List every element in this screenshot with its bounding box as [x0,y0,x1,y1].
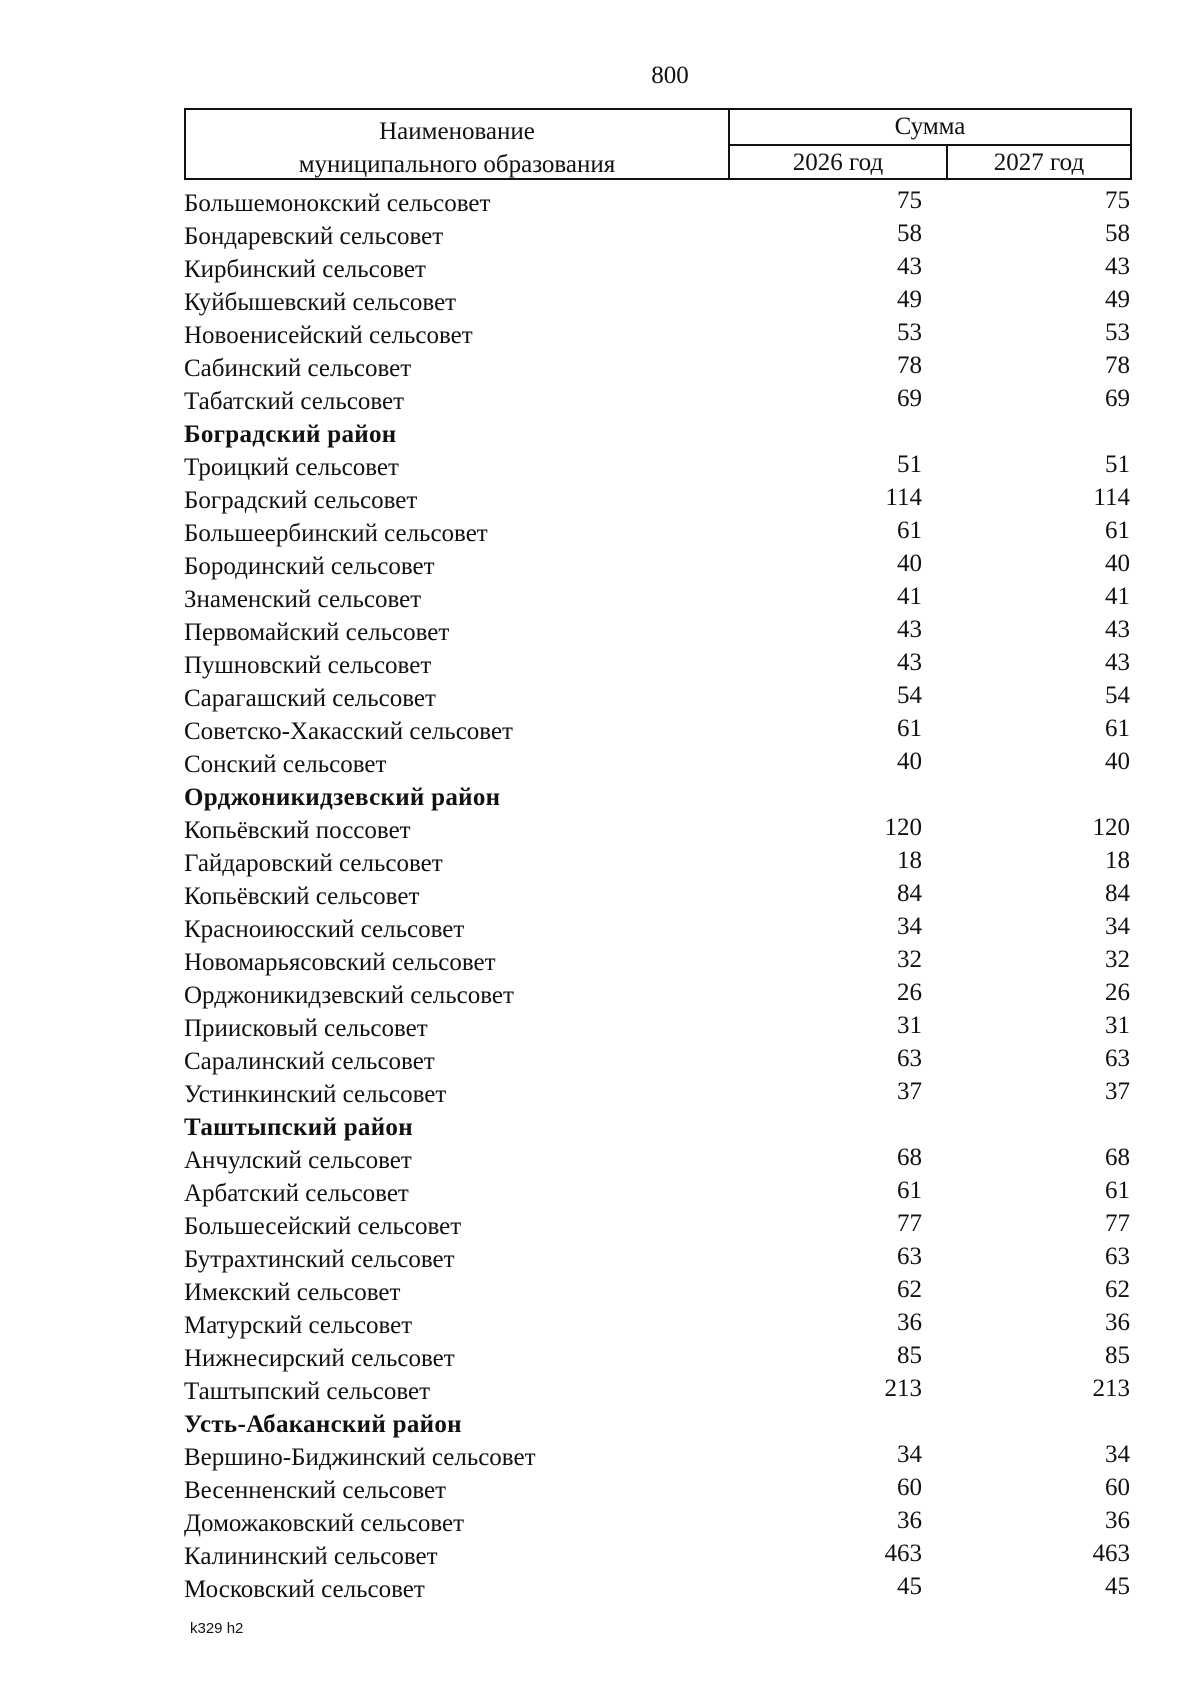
amount-2026: 62 [897,1276,922,1303]
table-row [184,1474,1132,1507]
table-row [184,1243,1132,1276]
amount-2026: 68 [897,1144,922,1171]
page-number: 800 [651,62,689,89]
amount-2027: 32 [1105,946,1130,973]
header-name-line1: Наименование [379,118,535,145]
table-row [184,1144,1132,1177]
amount-2027: 41 [1105,583,1130,610]
table-row [184,1045,1132,1078]
table-row [184,1309,1132,1342]
amount-2026: 60 [897,1474,922,1501]
municipality-name: Советско-Хакасский сельсовет [184,718,513,745]
amount-2026: 40 [897,550,922,577]
amount-2027: 61 [1105,517,1130,544]
table-row [184,946,1132,979]
amount-2027: 43 [1105,253,1130,280]
municipality-name: Сабинский сельсовет [184,355,412,382]
amount-2026: 114 [885,484,922,511]
municipality-name: Имекский сельсовет [184,1279,401,1306]
amount-2027: 40 [1105,550,1130,577]
amount-2026: 53 [897,319,922,346]
table-row [184,352,1132,385]
amount-2026: 78 [897,352,922,379]
amount-2026: 75 [897,187,922,214]
amount-2026: 32 [897,946,922,973]
municipality-name: Пушновский сельсовет [184,652,432,679]
header-sum: Сумма [730,110,1130,146]
municipality-name: Московский сельсовет [184,1576,425,1603]
municipality-name: Троицкий сельсовет [184,454,399,481]
amount-2027: 60 [1105,1474,1130,1501]
table-row [184,682,1132,715]
amount-2026: 49 [897,286,922,313]
table-row [184,1573,1132,1606]
amount-2026: 463 [884,1540,922,1567]
municipality-name: Весенненский сельсовет [184,1477,447,1504]
amount-2027: 69 [1105,385,1130,412]
amount-2026: 63 [897,1243,922,1270]
table-row [184,253,1132,286]
table-row [184,847,1132,880]
amount-2027: 58 [1105,220,1130,247]
table-row [184,1540,1132,1573]
municipality-name: Копьёвский поссовет [184,817,411,844]
table-row [184,979,1132,1012]
table-row [184,220,1132,253]
municipality-name: Вершино-Биджинский сельсовет [184,1444,536,1471]
table-row [184,451,1132,484]
amount-2027: 31 [1105,1012,1130,1039]
amount-2026: 31 [897,1012,922,1039]
amount-2026: 43 [897,649,922,676]
amount-2026: 34 [897,1441,922,1468]
amount-2027: 26 [1105,979,1130,1006]
footer-code: k329 h2 [190,1620,244,1637]
amount-2027: 463 [1092,1540,1130,1567]
amount-2026: 26 [897,979,922,1006]
amount-2026: 61 [897,1177,922,1204]
amount-2026: 34 [897,913,922,940]
municipality-name: Первомайский сельсовет [184,619,450,646]
table-row [184,1441,1132,1474]
header-year-2026: 2026 год [730,146,948,178]
table-row [184,1375,1132,1408]
header-name-line2: муниципального образования [298,151,616,178]
amount-2027: 213 [1092,1375,1130,1402]
amount-2026: 63 [897,1045,922,1072]
municipality-name: Большесейский сельсовет [184,1213,462,1240]
table-row [184,187,1132,220]
municipality-name: Бородинский сельсовет [184,553,435,580]
municipality-name: Большеербинский сельсовет [184,520,488,547]
amount-2027: 68 [1105,1144,1130,1171]
amount-2026: 51 [897,451,922,478]
municipality-name: Доможаковский сельсовет [184,1510,465,1537]
table-row [184,1507,1132,1540]
municipality-name: Красноиюсский сельсовет [184,916,465,943]
table-row [184,286,1132,319]
amount-2026: 37 [897,1078,922,1105]
amount-2027: 61 [1105,715,1130,742]
amount-2027: 120 [1092,814,1130,841]
table-body [184,187,1132,1606]
table-row [184,484,1132,517]
amount-2026: 84 [897,880,922,907]
table-header [184,108,1132,180]
amount-2026: 77 [897,1210,922,1237]
municipality-name: Кирбинский сельсовет [184,256,426,283]
municipality-name: Таштыпский сельсовет [184,1378,430,1405]
amount-2026: 36 [897,1507,922,1534]
amount-2027: 78 [1105,352,1130,379]
table-row [184,748,1132,781]
amount-2027: 53 [1105,319,1130,346]
district-name: Боградский район [184,421,397,448]
amount-2027: 85 [1105,1342,1130,1369]
municipality-name: Приисковый сельсовет [184,1015,428,1042]
amount-2027: 51 [1105,451,1130,478]
table-row [184,880,1132,913]
table-row [184,616,1132,649]
table-row [184,517,1132,550]
district-name: Усть-Абаканский район [184,1411,462,1438]
district-heading-row [184,1111,1132,1144]
amount-2027: 77 [1105,1210,1130,1237]
amount-2026: 40 [897,748,922,775]
amount-2027: 43 [1105,649,1130,676]
municipality-name: Новомарьясовский сельсовет [184,949,496,976]
amount-2027: 49 [1105,286,1130,313]
district-heading-row [184,418,1132,451]
amount-2026: 213 [884,1375,922,1402]
table-row [184,715,1132,748]
amount-2027: 63 [1105,1243,1130,1270]
amount-2026: 43 [897,253,922,280]
table-row [184,649,1132,682]
table-row [184,550,1132,583]
amount-2026: 85 [897,1342,922,1369]
municipality-name: Табатский сельсовет [184,388,405,415]
header-year-2027: 2027 год [993,149,1085,176]
amount-2027: 40 [1105,748,1130,775]
municipality-name: Бондаревский сельсовет [184,223,444,250]
municipality-name: Большемонокский сельсовет [184,190,491,217]
amount-2026: 58 [897,220,922,247]
table-row [184,1177,1132,1210]
amount-2026: 45 [897,1573,922,1600]
municipality-name: Орджоникидзевский сельсовет [184,982,514,1009]
district-heading-row [184,781,1132,814]
municipality-name: Калининский сельсовет [184,1543,438,1570]
header-name-cell [186,110,730,178]
municipality-name: Нижнесирский сельсовет [184,1345,455,1372]
amount-2026: 43 [897,616,922,643]
amount-2027: 62 [1105,1276,1130,1303]
municipality-name: Анчулский сельсовет [184,1147,412,1174]
table-row [184,814,1132,847]
amount-2027: 36 [1105,1309,1130,1336]
table-row [184,583,1132,616]
amount-2027: 43 [1105,616,1130,643]
table-row [184,1012,1132,1045]
amount-2027: 34 [1105,1441,1130,1468]
municipality-name: Гайдаровский сельсовет [184,850,443,877]
amount-2027: 84 [1105,880,1130,907]
district-heading-row [184,1408,1132,1441]
municipality-name: Арбатский сельсовет [184,1180,409,1207]
table-row [184,913,1132,946]
municipality-name: Матурский сельсовет [184,1312,413,1339]
amount-2026: 36 [897,1309,922,1336]
municipality-name: Устинкинский сельсовет [184,1081,447,1108]
district-name: Орджоникидзевский район [184,784,501,811]
amount-2027: 63 [1105,1045,1130,1072]
amount-2026: 69 [897,385,922,412]
amount-2027: 36 [1105,1507,1130,1534]
amount-2026: 18 [897,847,922,874]
amount-2026: 41 [897,583,922,610]
municipality-name: Новоенисейский сельсовет [184,322,473,349]
amount-2027: 34 [1105,913,1130,940]
amount-2026: 61 [897,517,922,544]
amount-2027: 54 [1105,682,1130,709]
district-name: Таштыпский район [184,1114,413,1141]
municipality-name: Саралинский сельсовет [184,1048,435,1075]
amount-2026: 54 [897,682,922,709]
amount-2027: 37 [1105,1078,1130,1105]
municipality-name: Куйбышевский сельсовет [184,289,457,316]
table-row [184,385,1132,418]
municipality-name: Боградский сельсовет [184,487,418,514]
amount-2026: 120 [884,814,922,841]
municipality-name: Сонский сельсовет [184,751,387,778]
table-row [184,1342,1132,1375]
municipality-name: Знаменский сельсовет [184,586,422,613]
table-row [184,1276,1132,1309]
amount-2027: 61 [1105,1177,1130,1204]
municipality-name: Сарагашский сельсовет [184,685,436,712]
amount-2027: 18 [1105,847,1130,874]
amount-2027: 45 [1105,1573,1130,1600]
table-row [184,1078,1132,1111]
table-row [184,1210,1132,1243]
amount-2027: 75 [1105,187,1130,214]
amount-2027: 114 [1093,484,1130,511]
municipality-name: Копьёвский сельсовет [184,883,420,910]
table-row [184,319,1132,352]
municipality-name: Бутрахтинский сельсовет [184,1246,455,1273]
amount-2026: 61 [897,715,922,742]
